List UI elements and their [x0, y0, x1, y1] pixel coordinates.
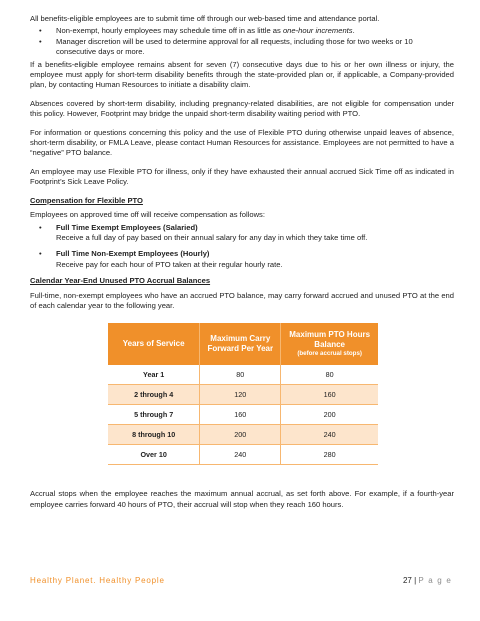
illness-paragraph: An employee may use Flexible PTO for illness, only if they have exhausted their annual accrued Sick Time off as indicated in Footprint’s Sick Leave Policy.	[30, 166, 454, 187]
intro-bullet-list	[30, 26, 454, 57]
header-balance-note: (before accrual stops)	[297, 350, 362, 358]
bullet-icon: •	[39, 249, 42, 259]
header-carry: Maximum Carry Forward Per Year	[200, 323, 281, 365]
accrual-stop-paragraph: Accrual stops when the employee reaches the maximum annual accrual, as set forth above. For example, if a fourth-year employee carries forward 40 hours of PTO, their accrual will stop when they reach 160 hours.	[30, 489, 454, 509]
questions-paragraph: For information or questions concerning this policy and the use of Flexible PTO during otherwise unpaid leaves of absence, short-term disability, or FMLA Leave, please contact Human Resources for assistance. Employees are not permitted to have a “negative” PTO balance.	[30, 127, 454, 158]
bullet-icon: •	[39, 222, 42, 232]
header-years: Years of Service	[108, 323, 200, 365]
carryover-heading: Calendar Year-End Unused PTO Accrual Balances	[30, 276, 211, 286]
list-item: • Non-exempt, hourly employees may schedule time off in as little as one-hour increments.	[39, 26, 355, 36]
table-row: 2 through 4 120 160	[108, 385, 378, 405]
list-item: • Full Time Exempt Employees (Salaried) Receive a full day of pay based on their annual salary for any day in which they take time off.	[39, 222, 368, 242]
footer-tagline: Healthy Planet. Healthy People	[30, 576, 165, 585]
compensation-intro: Employees on approved time off will receive compensation as follows:	[30, 210, 265, 220]
header-balance: Maximum PTO Hours Balance (before accrual stops)	[281, 323, 378, 365]
carryover-paragraph: Full-time, non-exempt employees who have an accrued PTO balance, may carry forward accrued and unused PTO at the end of each calendar year to the following year.	[30, 290, 454, 310]
table-row: Over 10 240 280	[108, 445, 378, 465]
compensation-heading: Compensation for Flexible PTO	[30, 195, 143, 205]
intro-paragraph: All benefits-eligible employees are to submit time off through our web-based time and attendance portal.	[30, 14, 380, 23]
page-content	[30, 14, 454, 510]
list-item: • Full Time Non-Exempt Employees (Hourly) Receive pay for each hour of PTO taken at their regular hourly rate.	[39, 249, 283, 269]
footer-page-number: 27 | P a g e	[402, 576, 452, 585]
bullet-icon: •	[39, 36, 42, 46]
absences-paragraph: Absences covered by short-term disability, including pregnancy-related disabilities, are not eligible for compensation under this policy. However, Footprint may bridge the unpaid short-term disability waiting period with PTO.	[30, 98, 454, 119]
table-row: 8 through 10 200 240	[108, 425, 378, 445]
disability-paragraph: If a benefits-eligible employee remains absent for seven (7) consecutive days due to his or her own illness or injury, the employee must apply for short-term disability benefits through the state-provided plan or, if applicable, a Company-provided plan, by contacting Human Resources to initiate a disability claim.	[30, 59, 454, 90]
bullet-icon: •	[39, 26, 42, 36]
table-row: 5 through 7 160 200	[108, 405, 378, 425]
list-item: • Manager discretion will be used to determine approval for all requests, including those for two weeks or 10 consecutive days or more.	[39, 36, 413, 57]
compensation-list	[30, 223, 454, 271]
table-row: Year 1 80 80	[108, 365, 378, 385]
pto-table	[108, 323, 378, 465]
